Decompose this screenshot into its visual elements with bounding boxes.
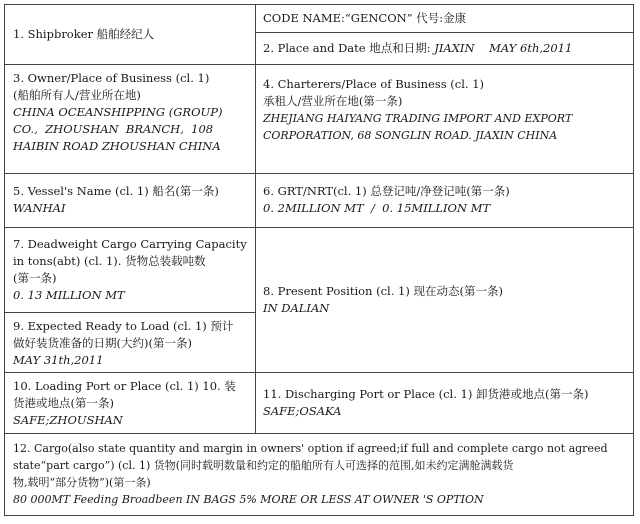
discharging-port-value: SAFE;OSAKA [263, 403, 342, 418]
expected-ready-value: MAY 31th,2011 [13, 353, 104, 367]
cargo-label-line2: state“part cargo”) (cl. 1) 货物(同时载明数量和约定的船舶所有人可选择的范围,如未约定满舱满载货 [13, 459, 514, 472]
owner-value-line2: CO., ZHOUSHAN BRANCH, 108 [13, 122, 214, 136]
vessel-name-value: WANHAI [13, 201, 66, 215]
loading-port-cell [5, 372, 255, 433]
charterers-value-line1: ZHEJIANG HAIYANG TRADING IMPORT AND EXPORT [263, 112, 573, 125]
grt-nrt-label: 6. GRT/NRT(cl. 1) 总登记吨/净登记吨(第一条) [263, 184, 510, 198]
charter-party-form [4, 4, 634, 516]
deadweight-label-line3: (第一条) [13, 271, 57, 285]
expected-ready-label-line1: 9. Expected Ready to Load (cl. 1) 预计 [13, 319, 234, 333]
expected-ready-label-line2: 做好装货准备的日期(大约)(第一条) [13, 336, 192, 350]
deadweight-label-line2: in tons(abt) (cl. 1). 货物总装载吨数 [13, 254, 206, 268]
charterers-label-line2: 承租人/营业所在地(第一条) [263, 94, 403, 108]
cargo-label-line1: 12. Cargo(also state quantity and margin in owners' option if agreed;if full and complete cargo not agreed [13, 442, 608, 455]
cargo-cell [5, 433, 633, 515]
discharging-port-label: 11. Discharging Port or Place (cl. 1) 卸货港或地点(第一条) [263, 386, 589, 401]
expected-ready-cell [5, 312, 255, 372]
code-name-cell [255, 5, 633, 32]
deadweight-cell [5, 227, 255, 312]
loading-port-label-line1: 10. Loading Port or Place (cl. 1) 10. 装 [13, 379, 236, 393]
loading-port-label-line2: 货港或地点(第一条) [13, 396, 114, 410]
owner-label-line2: (船舶所有人/营业所在地) [13, 88, 141, 102]
place-date-cell [255, 32, 633, 64]
owner-cell [5, 64, 255, 173]
present-position-label: 8. Present Position (cl. 1) 现在动态(第一条) [263, 283, 503, 298]
owner-value-line3: HAIBIN ROAD ZHOUSHAN CHINA [13, 139, 221, 153]
vessel-name-cell [5, 173, 255, 227]
charterers-label-line1: 4. Charterers/Place of Business (cl. 1) [263, 77, 485, 91]
grt-nrt-value: 0. 2MILLION MT / 0. 15MILLION MT [263, 201, 491, 215]
owner-value-line1: CHINA OCEANSHIPPING (GROUP) [13, 105, 223, 119]
shipbroker-label: 1. Shipbroker 船舶经纪人 [13, 27, 155, 41]
cargo-value: 80 000MT Feeding Broadbeen IN BAGS 5% MORE OR LESS AT OWNER 'S OPTION [13, 493, 484, 506]
code-name-label: CODE NAME:“GENCON” 代号:金康 [263, 11, 467, 25]
discharging-port-cell [255, 372, 633, 433]
place-date-value: JIAXIN MAY 6th,2011 [434, 40, 573, 55]
cargo-label-line3: 物,载明“部分货物”)(第一条) [13, 476, 151, 489]
owner-label-line1: 3. Owner/Place of Business (cl. 1) [13, 71, 210, 85]
deadweight-value: 0. 13 MILLION MT [13, 288, 125, 302]
loading-port-value: SAFE;ZHOUSHAN [13, 413, 123, 427]
vessel-name-label: 5. Vessel's Name (cl. 1) 船名(第一条) [13, 184, 219, 198]
charterers-cell [255, 64, 633, 173]
place-date-label: 2. Place and Date 地点和日期: [263, 40, 431, 55]
deadweight-label-line1: 7. Deadweight Cargo Carrying Capacity [13, 237, 247, 251]
present-position-value: IN DALIAN [263, 300, 330, 315]
present-position-cell [255, 227, 633, 372]
charterers-value-line2: CORPORATION, 68 SONGLIN ROAD. JIAXIN CHINA [263, 129, 558, 142]
grt-nrt-cell [255, 173, 633, 227]
shipbroker-cell [5, 5, 255, 64]
